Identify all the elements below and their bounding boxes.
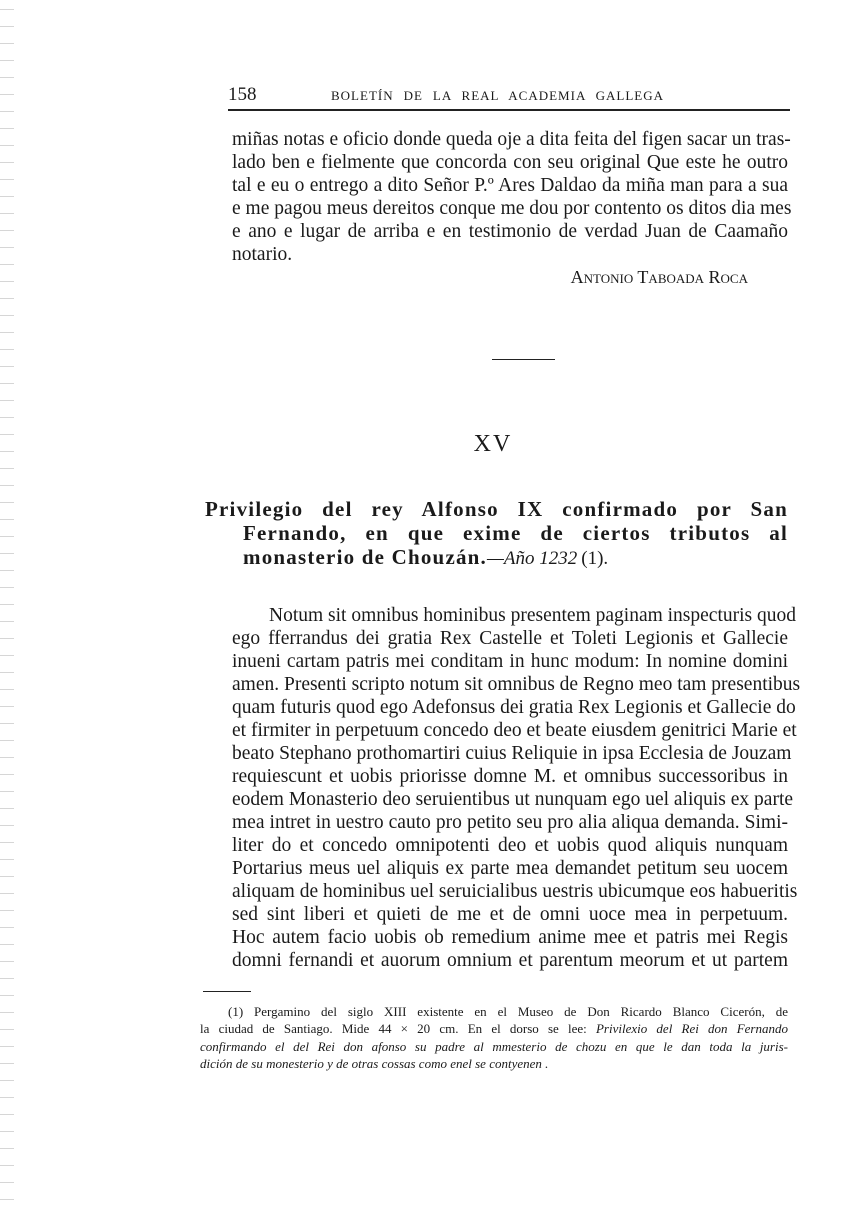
- footnote-quote: Privilexio del Rei don Fernando: [595, 1021, 788, 1036]
- text-line: notario.: [232, 244, 293, 265]
- footnote-text: la ciudad de Santiago. Mide 44 × 20 cm. En el dorso se lee:: [200, 1021, 596, 1036]
- text-line: eodem Monasterio deo seruientibus ut nunquam ego uel aliquis ex parte: [232, 789, 794, 810]
- text-line: requiescunt et uobis priorisse domne M. et omnibus successoribus in: [232, 766, 788, 787]
- text-line: liter do et concedo omnipotenti deo et uobis quod aliquis nunquam: [232, 835, 788, 856]
- title-line: [243, 547, 608, 568]
- title-line: Fernando, en que exime de ciertos tributos al: [243, 521, 788, 545]
- text-line: mea intret in uestro cauto pro petito seu pro alia aliqua demanda. Simi-: [232, 812, 788, 833]
- text-line: inueni cartam patris mei conditam in hunc modum: In nomine domini: [232, 651, 788, 672]
- footnote-line: (1) Pergamino del siglo XIII existente en el Museo de Don Ricardo Blanco Cicerón, de: [228, 1004, 788, 1019]
- header-rule: [228, 109, 790, 111]
- scan-margin-artifact: [0, 0, 14, 1213]
- text-line: quam futuris quod ego Adefonsus dei gratia Rex Legionis et Gallecie do: [232, 697, 796, 718]
- text-line: lado ben e fielmente que concorda con seu original Que este he outro: [232, 152, 788, 173]
- section-number: XV: [473, 431, 513, 457]
- text-line: e ano e lugar de arriba e en testimonio de verdad Juan de Caamaño: [232, 221, 788, 242]
- text-line: aliquam de hominibus uel seruicialibus uestris ubicumque eos habueritis: [232, 881, 798, 902]
- footnote-rule: [203, 991, 251, 992]
- text-line: e me pagou meus dereitos conque me dou por contento os ditos dia mes: [232, 198, 792, 219]
- text-line: Hoc autem facio uobis ob remedium anime mee et patris mei Regis: [232, 927, 788, 948]
- author-signature: Antonio Taboada Roca: [570, 267, 748, 287]
- footnote-line: confirmando el del Rei don afonso su padre al mmesterio de chozu en que le dan toda la juris-: [200, 1039, 788, 1054]
- text-line: ego fferrandus dei gratia Rex Castelle et Toleti Legionis et Gallecie: [232, 628, 788, 649]
- page-number: 158: [228, 84, 257, 105]
- running-header-title: BOLETÍN DE LA REAL ACADEMIA GALLEGA: [331, 88, 664, 103]
- footnote-line: dición de su monesterio y de otras cossas como enel se contyenen .: [200, 1056, 549, 1071]
- title-end: monasterio de Chouzán.: [243, 545, 487, 569]
- footnote-reference: (1).: [581, 548, 609, 569]
- text-line: amen. Presenti scripto notum sit omnibus de Regno meo tam presentibus: [232, 674, 801, 695]
- document-date: —Año 1232: [487, 548, 578, 569]
- text-line: miñas notas e oficio donde queda oje a dita feita del figen sacar un tras-: [232, 129, 791, 150]
- text-line: Portarius meus uel aliquis ex parte mea demandet petitum seu uocem: [232, 858, 788, 879]
- title-line: Privilegio del rey Alfonso IX confirmado por San: [205, 497, 788, 521]
- text-line: sed sint liberi et quieti de me et de omni uoce mea in perpetuum.: [232, 904, 788, 925]
- text-line: domni fernandi et auorum omnium et parentum meorum et ut partem: [232, 950, 788, 971]
- text-line: beato Stephano prothomartiri cuius Reliquie in ipsa Ecclesia de Jouzam: [232, 743, 792, 764]
- text-line: tal e eu o entrego a dito Señor P.º Ares Daldao da miña man para a sua: [232, 175, 788, 196]
- section-divider: [492, 359, 555, 360]
- text-line: et firmiter in perpetuum concedo deo et beate eiusdem genitrici Marie et: [232, 720, 797, 741]
- footnote-line: [200, 1022, 788, 1035]
- text-line: Notum sit omnibus hominibus presentem paginam inspecturis quod: [269, 605, 796, 626]
